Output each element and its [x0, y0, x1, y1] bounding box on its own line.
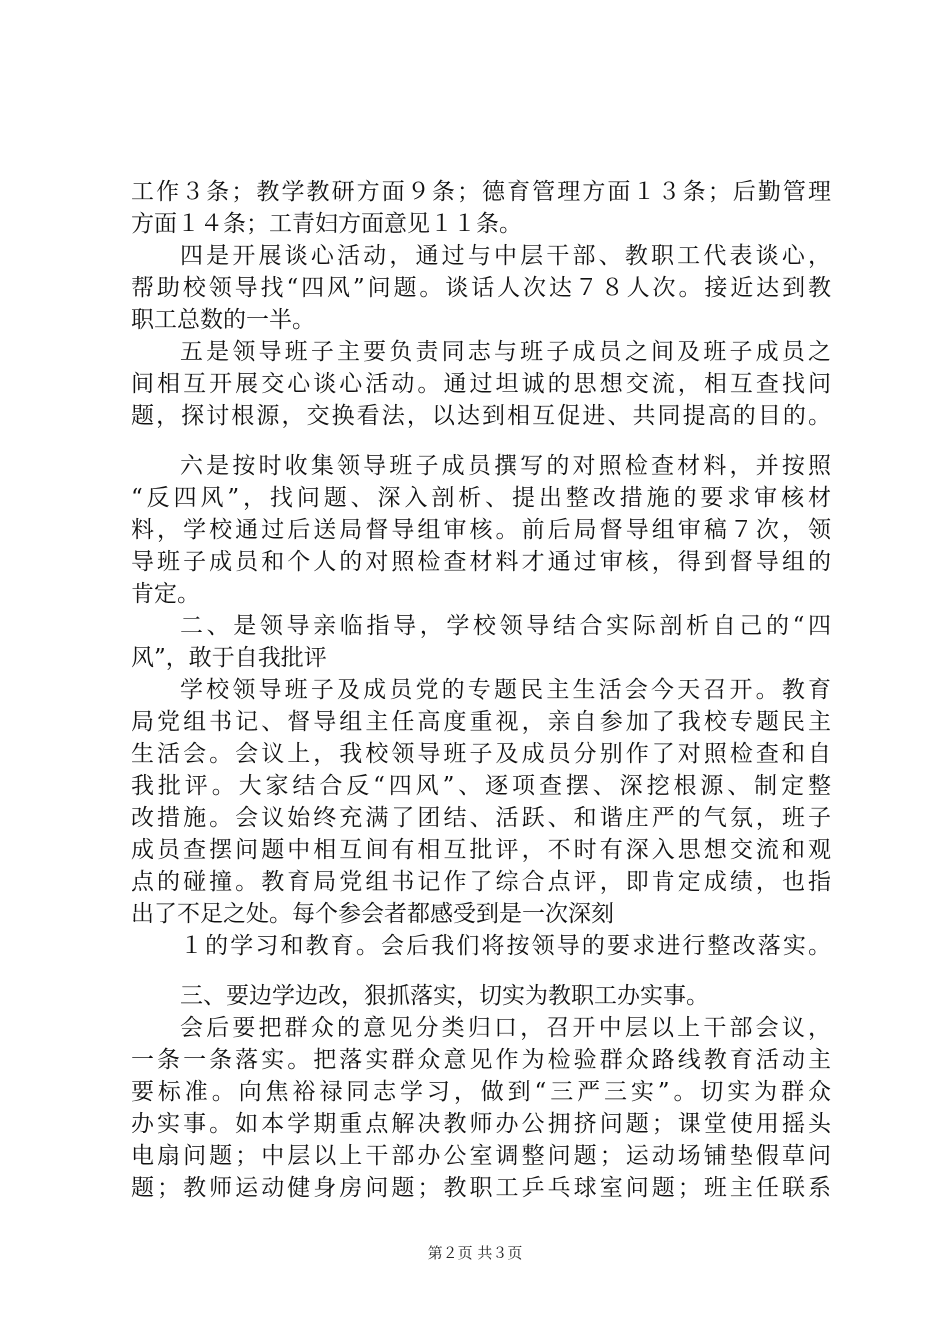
text-line: 料，学校通过后送局督导组审核。前后局督导组审稿７次，领: [131, 517, 831, 543]
text-line: 一条一条落实。把落实群众意见作为检验群众路线教育活动主: [131, 1047, 831, 1073]
text-line: 生活会。会议上，我校领导班子及成员分别作了对照检查和自: [131, 741, 831, 767]
text-line: 肯定。: [131, 581, 200, 607]
text-line: 工作３条；教学教研方面９条；德育管理方面１３条；后勤管理: [131, 179, 831, 205]
text-line: 出了不足之处。每个参会者都感受到是一次深刻: [131, 901, 614, 927]
section-heading: 三、要边学边改，狠抓落实，切实为教职工办实事。: [180, 983, 709, 1009]
text-line: 四是开展谈心活动，通过与中层干部、教职工代表谈心，: [180, 243, 831, 269]
text-line: 改措施。会议始终充满了团结、活跃、和谐庄严的气氛，班子: [131, 805, 831, 831]
text-line: 五是领导班子主要负责同志与班子成员之间及班子成员之: [180, 339, 831, 365]
text-line: 局党组书记、督导组主任高度重视，亲自参加了我校专题民主: [131, 709, 831, 735]
page-footer: 第２页 共３页: [427, 1244, 523, 1262]
text-line: 职工总数的一半。: [131, 307, 315, 333]
text-line: １的学习和教育。会后我们将按领导的要求进行整改落实。: [180, 933, 831, 959]
text-line: 题；教师运动健身房问题；教职工乒乓球室问题；班主任联系: [131, 1175, 831, 1201]
text-line: 方面１４条；工青妇方面意见１１条。: [131, 211, 522, 237]
text-line: 要标准。向焦裕禄同志学习，做到“三严三实”。切实为群众: [131, 1079, 831, 1105]
text-line: 题，探讨根源，交换看法，以达到相互促进、共同提高的目的。: [131, 403, 831, 429]
text-line: 成员查摆问题中相互间有相互批评，不时有深入思想交流和观: [131, 837, 831, 863]
text-line: 六是按时收集领导班子成员撰写的对照检查材料，并按照: [180, 453, 831, 479]
text-line: 帮助校领导找“四风”问题。谈话人次达７８人次。接近达到教: [131, 275, 831, 301]
text-line: 办实事。如本学期重点解决教师办公拥挤问题；课堂使用摇头: [131, 1111, 831, 1137]
text-line: 导班子成员和个人的对照检查材料才通过审核，得到督导组的: [131, 549, 831, 575]
text-line: 会后要把群众的意见分类归口，召开中层以上干部会议，: [180, 1015, 831, 1041]
text-line: 风”，敢于自我批评: [131, 645, 327, 671]
text-line: 电扇问题；中层以上干部办公室调整问题；运动场铺垫假草问: [131, 1143, 831, 1169]
text-line: “反四风”，找问题、深入剖析、提出整改措施的要求审核材: [131, 485, 831, 511]
text-line: 学校领导班子及成员党的专题民主生活会今天召开。教育: [180, 677, 831, 703]
text-line: 间相互开展交心谈心活动。通过坦诚的思想交流，相互查找问: [131, 371, 831, 397]
text-line: 点的碰撞。教育局党组书记作了综合点评，即肯定成绩，也指: [131, 869, 831, 895]
text-line: 我批评。大家结合反“四风”、逐项查摆、深挖根源、制定整: [131, 773, 831, 799]
text-line: 二、是领导亲临指导，学校领导结合实际剖析自己的“四: [180, 613, 831, 639]
